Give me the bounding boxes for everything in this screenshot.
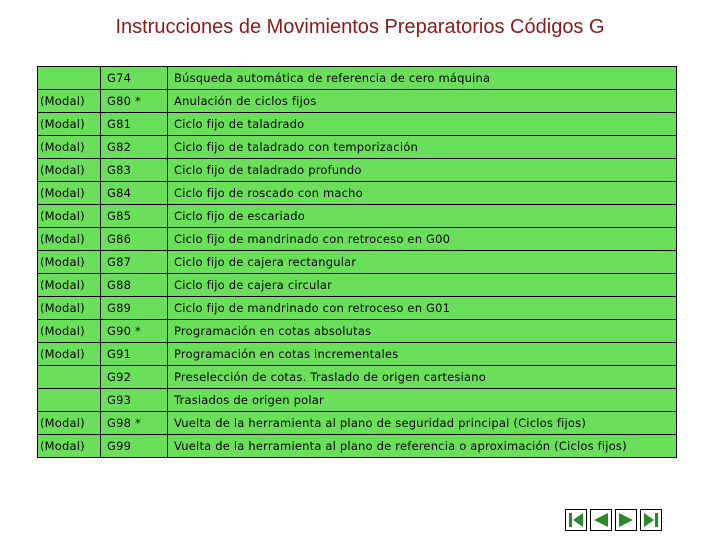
description-cell: Vuelta de la herramienta al plano de referencia o aproximación (Ciclos fijos) [168, 435, 677, 458]
code-cell: G85 [101, 205, 168, 228]
table-row [38, 274, 677, 297]
modal-cell: (Modal) [38, 159, 101, 182]
code-cell: G89 [101, 297, 168, 320]
slide-navigation [565, 509, 662, 531]
table-row [38, 228, 677, 251]
table-row [38, 435, 677, 458]
table-row [38, 205, 677, 228]
modal-cell: (Modal) [38, 435, 101, 458]
code-cell: G84 [101, 182, 168, 205]
description-cell: Ciclo fijo de cajera circular [168, 274, 677, 297]
description-cell: Ciclo fijo de cajera rectangular [168, 251, 677, 274]
next-icon [617, 511, 635, 529]
code-cell: G87 [101, 251, 168, 274]
modal-cell: (Modal) [38, 274, 101, 297]
description-cell: Traslados de origen polar [168, 389, 677, 412]
modal-cell: (Modal) [38, 205, 101, 228]
table-row [38, 251, 677, 274]
last-slide-button[interactable] [640, 509, 662, 531]
code-cell: G92 [101, 366, 168, 389]
code-cell: G93 [101, 389, 168, 412]
code-cell: G88 [101, 274, 168, 297]
page-title: Instrucciones de Movimientos Preparatorios Códigos G [115, 16, 605, 38]
first-slide-button[interactable] [565, 509, 587, 531]
code-cell: G81 [101, 113, 168, 136]
description-cell: Preselección de cotas. Traslado de origen cartesiano [168, 366, 677, 389]
modal-cell: (Modal) [38, 182, 101, 205]
modal-cell: (Modal) [38, 320, 101, 343]
table-row [38, 136, 677, 159]
table-row [38, 159, 677, 182]
modal-cell: (Modal) [38, 228, 101, 251]
modal-cell [38, 389, 101, 412]
table-row [38, 113, 677, 136]
code-cell: G74 [101, 67, 168, 90]
table-row [38, 412, 677, 435]
previous-icon [592, 511, 610, 529]
description-cell: Ciclo fijo de taladrado [168, 113, 677, 136]
table-row [38, 297, 677, 320]
code-cell: G83 [101, 159, 168, 182]
modal-cell: (Modal) [38, 343, 101, 366]
description-cell: Ciclo fijo de taladrado profundo [168, 159, 677, 182]
table-row [38, 90, 677, 113]
g-codes-table [37, 66, 677, 458]
description-cell: Ciclo fijo de mandrinado con retroceso en G00 [168, 228, 677, 251]
table-row [38, 366, 677, 389]
description-cell: Programación en cotas incrementales [168, 343, 677, 366]
description-cell: Ciclo fijo de escariado [168, 205, 677, 228]
description-cell: Ciclo fijo de taladrado con temporización [168, 136, 677, 159]
description-cell: Ciclo fijo de mandrinado con retroceso en G01 [168, 297, 677, 320]
code-cell: G90 * [101, 320, 168, 343]
first-icon [567, 511, 585, 529]
table-row [38, 67, 677, 90]
code-cell: G99 [101, 435, 168, 458]
description-cell: Vuelta de la herramienta al plano de seguridad principal (Ciclos fijos) [168, 412, 677, 435]
code-cell: G80 * [101, 90, 168, 113]
description-cell: Programación en cotas absolutas [168, 320, 677, 343]
modal-cell: (Modal) [38, 113, 101, 136]
table-row [38, 389, 677, 412]
code-cell: G91 [101, 343, 168, 366]
modal-cell: (Modal) [38, 90, 101, 113]
description-cell: Anulación de ciclos fijos [168, 90, 677, 113]
modal-cell [38, 366, 101, 389]
code-cell: G98 * [101, 412, 168, 435]
code-cell: G86 [101, 228, 168, 251]
previous-slide-button[interactable] [590, 509, 612, 531]
table-row [38, 343, 677, 366]
modal-cell: (Modal) [38, 297, 101, 320]
table-row [38, 182, 677, 205]
modal-cell: (Modal) [38, 136, 101, 159]
modal-cell: (Modal) [38, 412, 101, 435]
last-icon [642, 511, 660, 529]
next-slide-button[interactable] [615, 509, 637, 531]
modal-cell: (Modal) [38, 251, 101, 274]
table-row [38, 320, 677, 343]
description-cell: Búsqueda automática de referencia de cero máquina [168, 67, 677, 90]
code-cell: G82 [101, 136, 168, 159]
modal-cell [38, 67, 101, 90]
description-cell: Ciclo fijo de roscado con macho [168, 182, 677, 205]
